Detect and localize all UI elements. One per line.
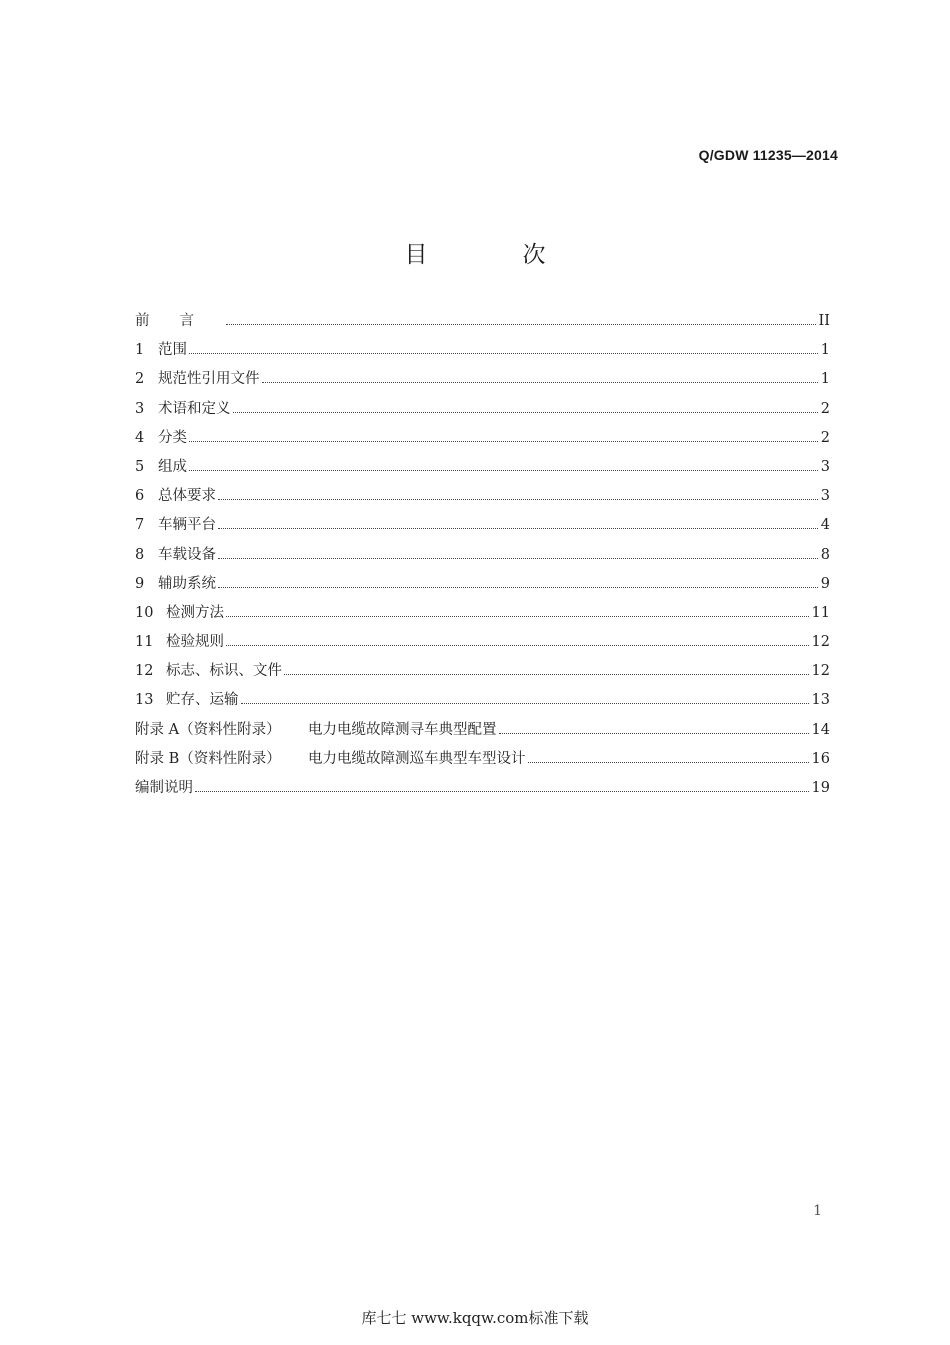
toc-entry-label: 电力电缆故障测寻车典型配置 [308, 721, 497, 738]
toc-entry[interactable] [135, 399, 830, 428]
toc-entry-page: 13 [811, 692, 830, 709]
toc-entry-annex-a[interactable] [135, 720, 830, 749]
toc-entry-page: 8 [820, 546, 830, 563]
toc-leader-dots [262, 381, 818, 383]
toc-entry[interactable] [135, 369, 830, 398]
toc-annex-tag: 附录 B（资料性附录） [135, 750, 281, 767]
toc-entry-page: 11 [811, 604, 830, 621]
toc-leader-dots [284, 673, 809, 675]
toc-entry-label: 辅助系统 [158, 575, 216, 592]
toc-entry-compilation-notes[interactable] [135, 778, 830, 807]
toc-entry-number: 11 [135, 634, 154, 651]
toc-entry[interactable] [135, 632, 830, 661]
toc-entry-label: 电力电缆故障测巡车典型车型设计 [308, 750, 526, 767]
toc-entry-label: 检测方法 [166, 604, 224, 621]
toc-leader-dots [218, 586, 818, 588]
toc-entry-label: 范围 [158, 342, 187, 359]
toc-entry-label: 前言 [135, 313, 224, 329]
toc-entry-number: 6 [135, 488, 145, 505]
toc-entry-page: 4 [820, 517, 830, 534]
toc-entry[interactable] [135, 574, 830, 603]
toc-entry[interactable] [135, 515, 830, 544]
toc-entry-number: 3 [135, 400, 145, 417]
toc-leader-dots [195, 790, 809, 792]
toc-entry[interactable] [135, 486, 830, 515]
toc-entry[interactable] [135, 661, 830, 690]
table-of-contents [135, 311, 830, 807]
toc-entry[interactable] [135, 690, 830, 719]
toc-leader-dots [218, 557, 818, 559]
toc-entry-page: 9 [820, 575, 830, 592]
toc-entry[interactable] [135, 545, 830, 574]
toc-entry[interactable] [135, 428, 830, 457]
toc-entry-label: 检验规则 [166, 634, 224, 651]
toc-entry-annex-b[interactable] [135, 749, 830, 778]
toc-entry-label: 贮存、运输 [166, 692, 239, 709]
toc-title-char-2: 次 [522, 242, 546, 268]
toc-leader-dots [189, 352, 818, 354]
toc-entry-foreword[interactable] [135, 311, 830, 340]
footer-watermark[interactable]: 库七七 www.kqqw.com标准下载 [361, 1309, 589, 1327]
toc-leader-dots [218, 498, 818, 500]
toc-leader-dots [189, 469, 818, 471]
toc-entry-label: 编制说明 [135, 780, 193, 796]
toc-entry-page: 19 [811, 780, 830, 796]
toc-entry-label: 术语和定义 [158, 400, 231, 417]
toc-entry-number: 5 [135, 458, 145, 475]
toc-entry-page: 3 [820, 488, 830, 505]
toc-entry-label: 规范性引用文件 [158, 371, 260, 388]
toc-entry[interactable] [135, 603, 830, 632]
toc-title-char-1: 目 [404, 242, 428, 268]
toc-entry-label: 组成 [158, 458, 187, 475]
toc-leader-dots [241, 702, 809, 704]
toc-entry-page: 2 [820, 429, 830, 446]
toc-entry-label: 车辆平台 [158, 517, 216, 534]
toc-leader-dots [218, 527, 818, 529]
toc-annex-tag: 附录 A（资料性附录） [135, 721, 281, 738]
toc-entry[interactable] [135, 340, 830, 369]
toc-leader-dots [226, 323, 816, 325]
toc-entry-number: 13 [135, 692, 154, 709]
toc-entry-number: 12 [135, 663, 154, 680]
toc-entry[interactable] [135, 457, 830, 486]
toc-entry-page: 16 [811, 750, 830, 767]
document-code: Q/GDW 11235—2014 [698, 147, 838, 163]
toc-leader-dots [189, 440, 818, 442]
toc-entry-label: 标志、标识、文件 [166, 663, 282, 680]
toc-leader-dots [226, 615, 809, 617]
toc-entry-number: 9 [135, 575, 145, 592]
toc-entry-page: 1 [820, 342, 830, 359]
toc-entry-page: II [818, 313, 830, 329]
toc-title [0, 236, 950, 269]
toc-entry-number: 7 [135, 517, 145, 534]
toc-entry-page: 12 [811, 663, 830, 680]
toc-leader-dots [233, 411, 818, 413]
toc-entry-number: 1 [135, 342, 145, 359]
toc-entry-number: 10 [135, 604, 154, 621]
toc-entry-page: 1 [820, 371, 830, 388]
toc-entry-number: 2 [135, 371, 145, 388]
page-number: 1 [813, 1203, 822, 1219]
toc-entry-label: 总体要求 [158, 488, 216, 505]
toc-entry-number: 8 [135, 546, 145, 563]
toc-leader-dots [528, 761, 809, 763]
toc-entry-number: 4 [135, 429, 145, 446]
toc-entry-page: 12 [811, 634, 830, 651]
toc-leader-dots [499, 732, 809, 734]
toc-leader-dots [226, 644, 809, 646]
toc-entry-page: 2 [820, 400, 830, 417]
toc-entry-page: 3 [820, 458, 830, 475]
toc-entry-page: 14 [811, 721, 830, 738]
toc-entry-label: 分类 [158, 429, 187, 446]
toc-entry-label: 车载设备 [158, 546, 216, 563]
